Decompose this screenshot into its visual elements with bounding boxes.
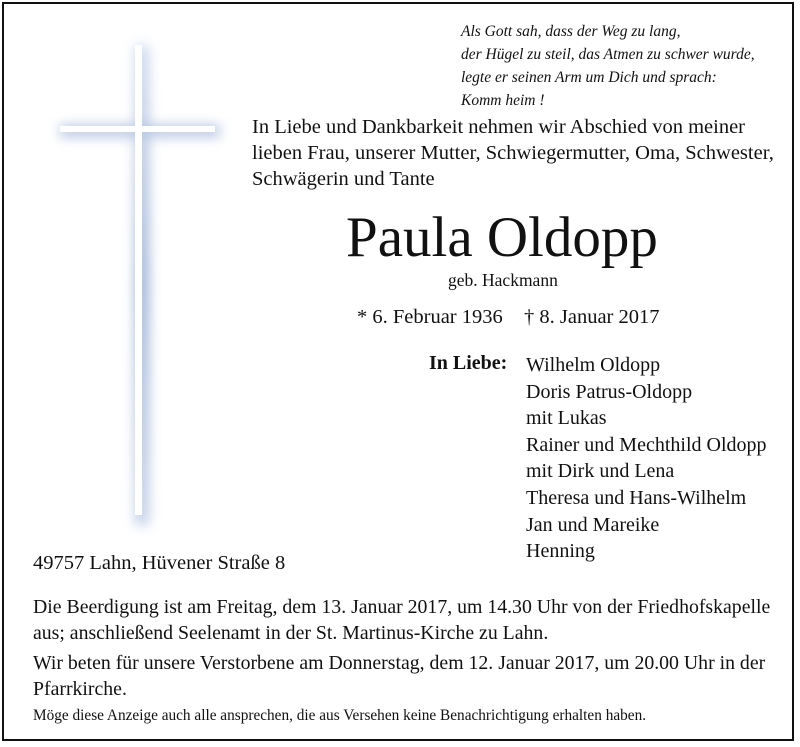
maiden-name: geb. Hackmann <box>448 270 558 290</box>
mourner-name: mit Dirk und Lena <box>526 460 675 483</box>
mourner-name: Jan und Mareike <box>526 513 660 536</box>
mourner-name: mit Lukas <box>526 407 607 430</box>
address: 49757 Lahn, Hüvener Straße 8 <box>33 552 286 574</box>
cross-icon <box>20 25 250 540</box>
mourner-name: Theresa und Hans-Wilhelm <box>526 486 747 509</box>
prayer-info: Wir beten für unsere Verstorbene am Donnerstag, dem 12. Januar 2017, um 20.00 Uhr in der Pfarrkirche. <box>33 652 766 700</box>
poem-line: der Hügel zu steil, das Atmen zu schwer wurde, <box>461 46 755 63</box>
intro-line: Schwägerin und Tante <box>252 168 435 190</box>
poem-line: Als Gott sah, dass der Weg zu lang, <box>461 23 681 40</box>
birth-date: * 6. Februar 1936 <box>357 306 503 328</box>
footnote: Möge diese Anzeige auch alle ansprechen, die aus Versehen keine Benachrichtigung erhalten haben. <box>33 707 647 724</box>
mourner-name: Henning <box>526 540 595 563</box>
poem-line: Komm heim ! <box>461 92 545 109</box>
poem-line: legte er seinen Arm um Dich und sprach: <box>461 69 717 86</box>
intro-line: lieben Frau, unserer Mutter, Schwiegermutter, Oma, Schwester, <box>252 142 774 164</box>
mourners-list <box>526 352 767 565</box>
mourner-name: Wilhelm Oldopp <box>526 354 661 376</box>
intro-text <box>252 114 774 192</box>
intro-line: In Liebe und Dankbarkeit nehmen wir Abschied von meiner <box>252 116 745 138</box>
mourners-label: In Liebe: <box>429 352 508 374</box>
death-date: † 8. Januar 2017 <box>524 306 660 328</box>
mourner-name: Doris Patrus-Oldopp <box>526 380 693 403</box>
mourner-name: Rainer und Mechthild Oldopp <box>526 433 767 456</box>
funeral-info: Die Beerdigung ist am Freitag, dem 13. Januar 2017, um 14.30 Uhr von der Friedhofskapelle aus; anschließend Seelenamt in der St. Martinus-Kirche zu Lahn. <box>33 596 771 644</box>
deceased-name: Paula Oldopp <box>346 206 658 269</box>
poem <box>461 20 755 112</box>
